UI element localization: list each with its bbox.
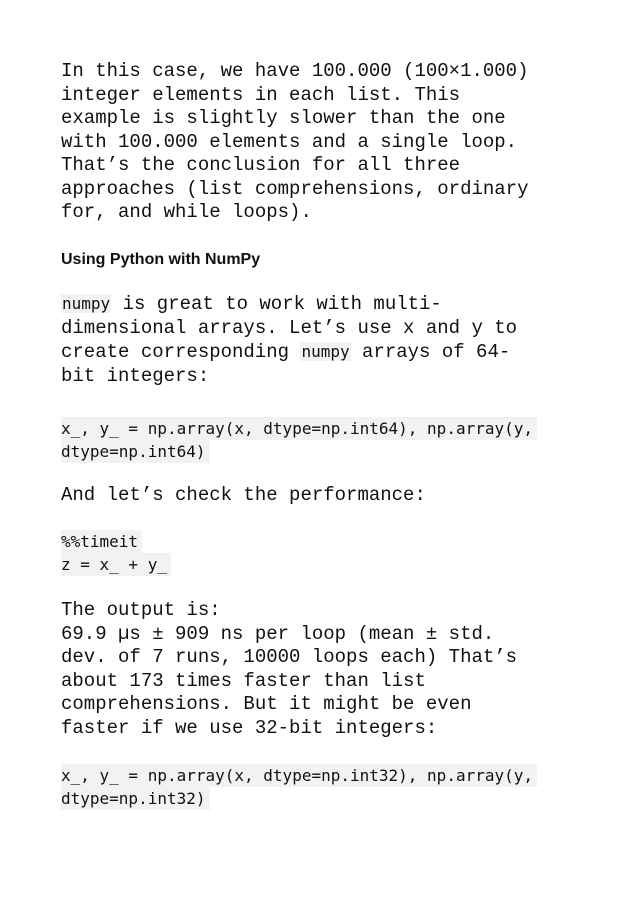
code-line: x_, y_ = np.array(x, dtype=np.int64), np.array(y, bbox=[61, 417, 537, 440]
inline-code-numpy-2: numpy bbox=[301, 342, 350, 361]
code-block-timeit bbox=[61, 530, 171, 576]
code-line: x_, y_ = np.array(x, dtype=np.int32), np.array(y, bbox=[61, 764, 537, 787]
code-line: dtype=np.int64) bbox=[61, 440, 210, 463]
code-block-int64 bbox=[61, 417, 537, 463]
code-line: z = x_ + y_ bbox=[61, 553, 171, 576]
output-paragraph: The output is: 69.9 µs ± 909 ns per loop (mean ± std. dev. of 7 runs, 10000 loops each) That’s about 173 times faster than list comprehensions. But it might be even faster if we use 32-bit integers: bbox=[61, 599, 518, 739]
intro-paragraph: In this case, we have 100.000 (100×1.000) integer elements in each list. This example is slightly slower than the one with 100.000 elements and a single loop. That’s the conclusion for all three approaches (list comprehensions, ordinary for, and while loops). bbox=[61, 60, 529, 223]
inline-code-numpy: numpy bbox=[62, 294, 111, 313]
code-line: %%timeit bbox=[61, 530, 142, 553]
code-line: dtype=np.int32) bbox=[61, 787, 210, 810]
numpy-paragraph bbox=[61, 292, 517, 388]
numpy-paragraph-text-1: is great to work with multi- dimensional arrays. Let’s use x and y to create corresponding bbox=[61, 293, 518, 363]
performance-paragraph: And let’s check the performance: bbox=[61, 484, 426, 506]
numpy-paragraph-text-2: arrays of 64- bit integers: bbox=[61, 341, 511, 387]
code-block-int32 bbox=[61, 764, 537, 810]
section-heading: Using Python with NumPy bbox=[61, 251, 261, 268]
